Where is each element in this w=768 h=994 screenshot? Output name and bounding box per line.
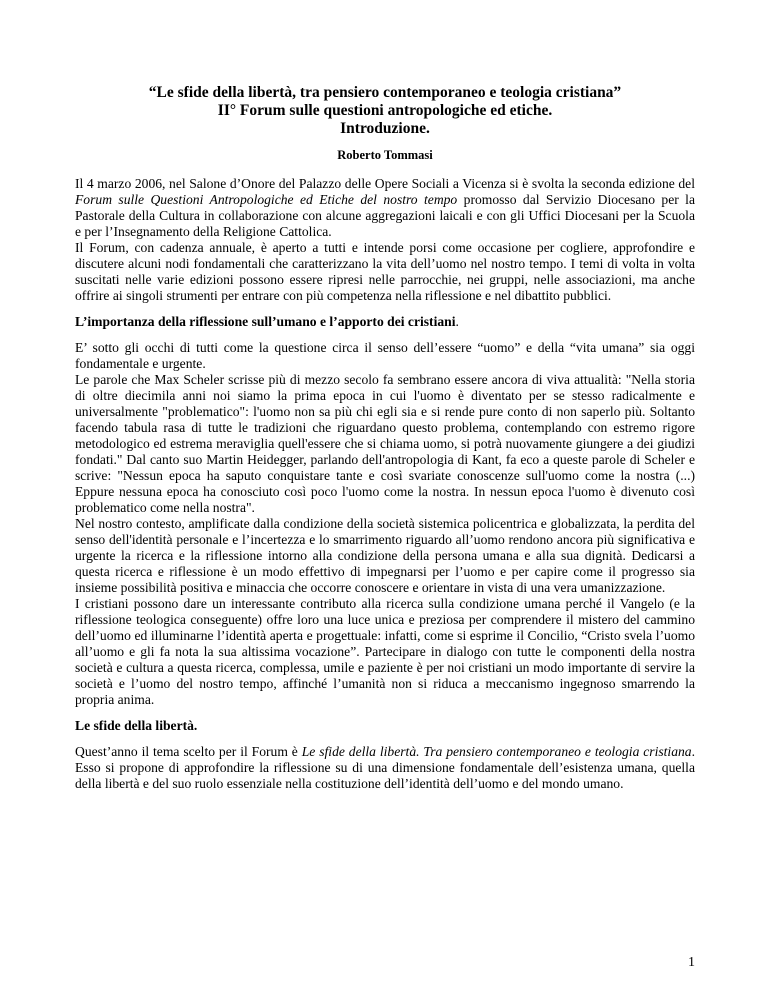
section1-paragraph-3: Nel nostro contesto, amplificate dalla condizione della società sistemica policentrica e globalizzata, la perdita del senso dell'identità personale e l’incertezza e lo smarrimento riguardo all’uomo rendono ancora più significativa e urgente la ricerca e la riflessione intorno alla condizione della persona umana e alla sua dignità. Dedicarsi a questa ricerca e riflessione è un modo effettivo di impegnarsi per l’uomo e per capire come il progresso sia insieme possibilità positiva e minaccia che occorre conoscere e orientare in vista di una vera umanizzazione. <box>75 516 695 595</box>
section-heading-1-tail: . <box>455 314 459 329</box>
section-heading-2: Le sfide della libertà. <box>75 718 198 733</box>
intro-p1-text-a: Il 4 marzo 2006, nel Salone d’Onore del Palazzo delle Opere Sociali a Vicenza si è svolta la seconda edizione del <box>75 176 695 191</box>
section1-paragraph-2: Le parole che Max Scheler scrisse più di mezzo secolo fa sembrano essere ancora di viva attualità: "Nella storia di oltre diecimila anni noi siamo la prima epoca in cui l'uomo è diventato per se stesso radicalmente e universalmente "problematico": l'uomo non sa più chi egli sia e si rende pure conto di non saperlo più. Soltanto facendo tabula rasa di tutte le tradizioni che riguardano questo problema, contemplando con estremo rigore metodologico ed estrema meraviglia quell'essere che si chiama uomo, si potrà nuovamente giungere a dei giudizi fondati." Dal canto suo Martin Heidegger, parlando dell'antropologia di Kant, fa eco a queste parole di Scheler e scrive: "Nessun epoca ha saputo conquistare tante e così svariate conoscenze sull'uomo come la nostra (...) Eppure nessuna epoca ha conosciuto così poco l'uomo come la nostra. In nessun epoca l'uomo è divenuto così problematico come nella nostra". <box>75 372 695 515</box>
title-line-2: II° Forum sulle questioni antropologiche ed etiche. <box>217 102 553 119</box>
forum-theme: Le sfide della libertà. Tra pensiero contemporaneo e teologia cristiana <box>301 744 692 759</box>
section1-paragraph-1: E’ sotto gli occhi di tutti come la questione circa il senso dell’essere “uomo” e della “vita umana” sia oggi fondamentale e urgente. <box>75 340 695 371</box>
forum-name: Forum sulle Questioni Antropologiche ed Etiche del nostro tempo <box>75 192 458 207</box>
section2-paragraph-1 <box>75 744 695 792</box>
section-heading-1-text: L’importanza della riflessione sull’umano e l’apporto dei cristiani <box>75 314 456 329</box>
title-line-1: “Le sfide della libertà, tra pensiero contemporaneo e teologia cristiana” <box>148 84 622 101</box>
page-number: 1 <box>688 955 695 970</box>
section2-p1-text-b: . Esso si propone di approfondire la riflessione su di una dimensione fondamentale dell’esistenza umana, quella della libertà e del suo ruolo essenziale nella costituzione dell’identità dell’uomo e del mondo umano. <box>75 744 696 791</box>
intro-paragraph-2: Il Forum, con cadenza annuale, è aperto a tutti e intende porsi come occasione per cogliere, approfondire e discutere alcuni nodi fondamentali che caratterizzano la vita dell’uomo nel nostro tempo. I temi di volta in volta suscitati nelle varie edizioni possono essere ripresi nelle parrocchie, nei gruppi, nelle associazioni, ma anche offrire ai singoli strumenti per entrare con più competenza nella riflessione e nel dibattito pubblici. <box>75 240 695 303</box>
author-name: Roberto Tommasi <box>337 148 433 162</box>
intro-paragraph-1 <box>75 176 695 240</box>
document-page <box>75 84 695 792</box>
section2-p1-text-a: Quest’anno il tema scelto per il Forum è <box>75 744 302 759</box>
title-line-3: Introduzione. <box>340 120 430 137</box>
section-heading-1 <box>75 314 695 330</box>
document-title <box>75 84 695 138</box>
section1-paragraph-4: I cristiani possono dare un interessante contributo alla ricerca sulla condizione umana perché il Vangelo (e la riflessione teologica conseguente) offre loro una luce unica e preziosa per comprendere il mistero del cammino dell’uomo ed illuminarne l’identità aperta e progettuale: infatti, come si esprime il Concilio, “Cristo svela l’uomo all’uomo e gli fa nota la sua altissima vocazione”. Partecipare in dialogo con tutte le componenti della nostra società e cultura a questa ricerca, complessa, umile e paziente è per noi cristiani un modo importante di servire la società e l’uomo del nostro tempo, affinché l’umanità non si riduca a meccanismo ingegnoso smarrendo la propria anima. <box>75 596 695 707</box>
intro-p1-text-b: promosso dal Servizio Diocesano per la Pastorale della Cultura in collaborazione con alcune aggregazioni laicali e con gli Uffici Diocesani per la Scuola e per l’Insegnamento della Religione Cattolica. <box>75 192 695 239</box>
